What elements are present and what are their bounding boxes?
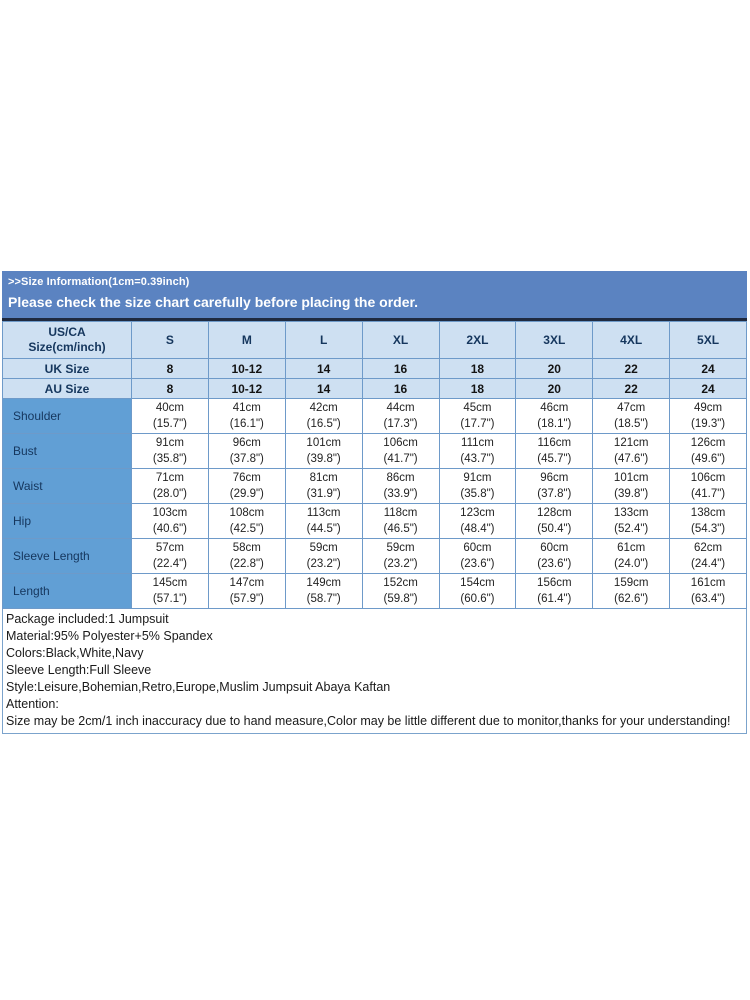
measurement-inch: (18.1")	[537, 418, 572, 430]
detail-line: Sleeve Length:Full Sleeve	[6, 663, 152, 677]
measurement-cm: 113cm	[306, 507, 341, 519]
measurement-inch: (46.5")	[383, 523, 418, 535]
measurement-cell	[516, 469, 593, 504]
measurement-cm: 103cm	[152, 507, 188, 519]
measurement-cell	[670, 434, 747, 469]
detail-line: Attention:	[6, 697, 59, 711]
measurement-row-label: Hip	[3, 504, 132, 539]
product-details	[2, 609, 747, 734]
measurement-cell	[208, 574, 285, 609]
measurement-cm: 145cm	[152, 577, 188, 589]
detail-line: Colors:Black,White,Navy	[6, 646, 144, 660]
size-column-header: S	[132, 322, 209, 359]
measurement-cm: 96cm	[232, 437, 261, 449]
detail-line: Package included:1 Jumpsuit	[6, 612, 169, 626]
measurement-inch: (23.6")	[460, 558, 495, 570]
measurement-cm: 101cm	[306, 437, 341, 449]
region-size-value: 18	[439, 359, 516, 379]
region-size-value: 24	[670, 379, 747, 399]
measurement-inch: (23.2")	[306, 558, 341, 570]
detail-line: Material:95% Polyester+5% Spandex	[6, 629, 213, 643]
measurement-cell	[208, 539, 285, 574]
measurement-cm: 59cm	[309, 542, 338, 554]
measurement-inch: (23.6")	[537, 558, 572, 570]
measurement-inch: (41.7")	[691, 488, 726, 500]
measurement-inch: (37.8")	[537, 488, 572, 500]
measurement-cell	[516, 434, 593, 469]
region-size-value: 8	[132, 359, 209, 379]
measurement-cm: 41cm	[232, 402, 261, 414]
measurement-row-label: Shoulder	[3, 399, 132, 434]
measurement-cell	[132, 434, 209, 469]
table-row	[3, 434, 747, 469]
measurement-inch: (59.8")	[383, 593, 418, 605]
region-size-value: 10-12	[208, 359, 285, 379]
measurement-cm: 40cm	[155, 402, 184, 414]
measurement-inch: (48.4")	[460, 523, 495, 535]
measurement-cm: 154cm	[460, 577, 495, 589]
measurement-inch: (44.5")	[306, 523, 341, 535]
measurement-cell	[439, 434, 516, 469]
measurement-cm: 159cm	[613, 577, 649, 589]
measurement-inch: (47.6")	[614, 453, 649, 465]
measurement-cell	[132, 504, 209, 539]
measurement-cell	[593, 574, 670, 609]
measurement-inch: (42.5")	[229, 523, 264, 535]
measurement-inch: (50.4")	[537, 523, 572, 535]
measurement-cm: 76cm	[232, 472, 261, 484]
size-column-header: L	[285, 322, 362, 359]
measurement-cell	[285, 539, 362, 574]
measurement-cm: 111cm	[461, 437, 494, 449]
measurement-cell	[516, 539, 593, 574]
size-column-header: 4XL	[593, 322, 670, 359]
measurement-cell	[285, 469, 362, 504]
measurement-inch: (37.8")	[229, 453, 264, 465]
measurement-inch: (40.6")	[152, 523, 187, 535]
size-column-header: 5XL	[670, 322, 747, 359]
measurement-cell	[362, 399, 439, 434]
measurement-inch: (54.3")	[691, 523, 726, 535]
measurement-cm: 133cm	[613, 507, 649, 519]
measurement-cell	[593, 469, 670, 504]
region-size-row	[3, 379, 747, 399]
measurement-cm: 152cm	[383, 577, 418, 589]
measurement-cell	[362, 434, 439, 469]
measurement-cm: 138cm	[690, 507, 726, 519]
measurement-cm: 91cm	[463, 472, 492, 484]
measurement-cell	[208, 504, 285, 539]
measurement-cm: 49cm	[694, 402, 723, 414]
measurement-cm: 71cm	[155, 472, 184, 484]
measurement-inch: (33.9")	[383, 488, 418, 500]
measurement-cm: 44cm	[386, 402, 415, 414]
corner-header-line1: US/CA	[48, 325, 86, 339]
table-row	[3, 504, 747, 539]
measurement-cm: 128cm	[537, 507, 572, 519]
measurement-inch: (24.0")	[614, 558, 649, 570]
corner-header-line2: Size(cm/inch)	[28, 340, 106, 354]
measurement-row-label: Length	[3, 574, 132, 609]
measurement-row-label: Waist	[3, 469, 132, 504]
region-size-value: 22	[593, 359, 670, 379]
region-size-value: 20	[516, 379, 593, 399]
measurement-cell	[285, 504, 362, 539]
measurement-cell	[593, 539, 670, 574]
measurement-cm: 156cm	[537, 577, 572, 589]
measurement-cm: 58cm	[232, 542, 261, 554]
measurement-inch: (57.1")	[152, 593, 187, 605]
measurement-cm: 42cm	[309, 402, 338, 414]
measurement-cm: 45cm	[463, 402, 492, 414]
measurement-cell	[439, 504, 516, 539]
measurement-inch: (15.7")	[152, 418, 187, 430]
measurement-inch: (23.2")	[383, 558, 418, 570]
size-column-header: M	[208, 322, 285, 359]
measurement-cm: 59cm	[386, 542, 415, 554]
measurement-inch: (52.4")	[614, 523, 649, 535]
measurement-cm: 47cm	[617, 402, 646, 414]
measurement-cell	[208, 434, 285, 469]
size-column-header: 3XL	[516, 322, 593, 359]
region-size-value: 22	[593, 379, 670, 399]
measurement-cm: 161cm	[690, 577, 726, 589]
measurement-cm: 149cm	[306, 577, 341, 589]
measurement-cell	[132, 469, 209, 504]
measurement-cm: 61cm	[617, 542, 646, 554]
table-row	[3, 539, 747, 574]
region-size-value: 14	[285, 379, 362, 399]
measurement-inch: (16.5")	[306, 418, 341, 430]
measurement-cm: 118cm	[383, 507, 418, 519]
region-size-value: 16	[362, 359, 439, 379]
measurement-cell	[670, 504, 747, 539]
banner-title: >>Size Information(1cm=0.39inch)	[8, 276, 190, 288]
measurement-cm: 106cm	[690, 472, 726, 484]
size-column-header: 2XL	[439, 322, 516, 359]
measurement-inch: (18.5")	[614, 418, 649, 430]
measurement-cm: 81cm	[309, 472, 338, 484]
measurement-cell	[593, 399, 670, 434]
measurement-cell	[516, 574, 593, 609]
measurement-cell	[132, 399, 209, 434]
region-size-value: 18	[439, 379, 516, 399]
detail-line: Size may be 2cm/1 inch inaccuracy due to hand measure,Color may be little different due to monitor,thanks for your understanding!	[6, 714, 731, 728]
measurement-cell	[439, 469, 516, 504]
measurement-inch: (49.6")	[691, 453, 726, 465]
measurement-cm: 86cm	[386, 472, 415, 484]
size-info-panel	[2, 271, 747, 734]
measurement-inch: (28.0")	[152, 488, 187, 500]
measurement-cm: 96cm	[540, 472, 569, 484]
measurement-inch: (39.8")	[306, 453, 341, 465]
measurement-cell	[670, 574, 747, 609]
size-column-header: XL	[362, 322, 439, 359]
measurement-cell	[670, 539, 747, 574]
measurement-cm: 126cm	[690, 437, 726, 449]
region-row-label: AU Size	[3, 379, 132, 399]
measurement-inch: (63.4")	[691, 593, 726, 605]
measurement-inch: (24.4")	[691, 558, 726, 570]
measurement-cell	[670, 469, 747, 504]
measurement-cm: 116cm	[537, 437, 572, 449]
measurement-inch: (35.8")	[152, 453, 187, 465]
measurement-inch: (43.7")	[460, 453, 495, 465]
measurement-cell	[516, 504, 593, 539]
measurement-cell	[208, 469, 285, 504]
measurement-cm: 106cm	[383, 437, 418, 449]
table-row	[3, 574, 747, 609]
size-chart-table	[2, 321, 747, 609]
measurement-inch: (57.9")	[229, 593, 264, 605]
region-size-value: 14	[285, 359, 362, 379]
measurement-row-label: Bust	[3, 434, 132, 469]
measurement-inch: (22.8")	[229, 558, 264, 570]
table-header-row	[3, 322, 747, 359]
measurement-cell	[285, 434, 362, 469]
measurement-cell	[439, 539, 516, 574]
measurement-cell	[439, 574, 516, 609]
banner	[2, 271, 747, 321]
region-size-value: 10-12	[208, 379, 285, 399]
region-size-value: 8	[132, 379, 209, 399]
size-chart-header	[3, 322, 747, 359]
measurement-cell	[362, 469, 439, 504]
measurement-inch: (41.7")	[383, 453, 418, 465]
measurement-cell	[593, 434, 670, 469]
measurement-inch: (31.9")	[306, 488, 341, 500]
measurement-cm: 46cm	[540, 402, 569, 414]
region-size-value: 24	[670, 359, 747, 379]
measurement-cell	[362, 574, 439, 609]
table-row	[3, 399, 747, 434]
measurement-inch: (29.9")	[229, 488, 264, 500]
measurement-inch: (39.8")	[614, 488, 649, 500]
measurement-inch: (35.8")	[460, 488, 495, 500]
measurement-cm: 123cm	[460, 507, 495, 519]
measurement-inch: (61.4")	[537, 593, 572, 605]
measurement-cell	[285, 399, 362, 434]
measurement-cm: 91cm	[155, 437, 184, 449]
measurement-cm: 60cm	[463, 542, 492, 554]
table-row	[3, 469, 747, 504]
region-size-row	[3, 359, 747, 379]
measurement-inch: (16.1")	[229, 418, 264, 430]
measurement-inch: (19.3")	[691, 418, 726, 430]
measurement-cm: 121cm	[613, 437, 649, 449]
measurement-inch: (58.7")	[306, 593, 341, 605]
measurement-cell	[132, 574, 209, 609]
measurement-cell	[362, 539, 439, 574]
measurement-cell	[439, 399, 516, 434]
measurement-cell	[670, 399, 747, 434]
measurement-inch: (17.3")	[383, 418, 418, 430]
measurement-cell	[516, 399, 593, 434]
corner-header	[3, 322, 132, 359]
measurement-cell	[132, 539, 209, 574]
measurement-cm: 108cm	[229, 507, 265, 519]
measurement-inch: (62.6")	[614, 593, 649, 605]
detail-line: Style:Leisure,Bohemian,Retro,Europe,Muslim Jumpsuit Abaya Kaftan	[6, 680, 391, 694]
measurement-cell	[593, 504, 670, 539]
region-row-label: UK Size	[3, 359, 132, 379]
measurement-cell	[208, 399, 285, 434]
measurement-inch: (22.4")	[152, 558, 187, 570]
measurement-cm: 57cm	[155, 542, 184, 554]
measurement-inch: (45.7")	[537, 453, 572, 465]
region-size-value: 20	[516, 359, 593, 379]
measurement-cm: 101cm	[613, 472, 649, 484]
measurement-row-label: Sleeve Length	[3, 539, 132, 574]
size-chart-body	[3, 359, 747, 609]
measurement-cm: 62cm	[694, 542, 723, 554]
measurement-inch: (60.6")	[460, 593, 495, 605]
measurement-cm: 60cm	[540, 542, 569, 554]
measurement-cell	[362, 504, 439, 539]
measurement-cell	[285, 574, 362, 609]
measurement-inch: (17.7")	[460, 418, 495, 430]
measurement-cm: 147cm	[229, 577, 265, 589]
region-size-value: 16	[362, 379, 439, 399]
banner-subtitle: Please check the size chart carefully before placing the order.	[8, 294, 419, 310]
